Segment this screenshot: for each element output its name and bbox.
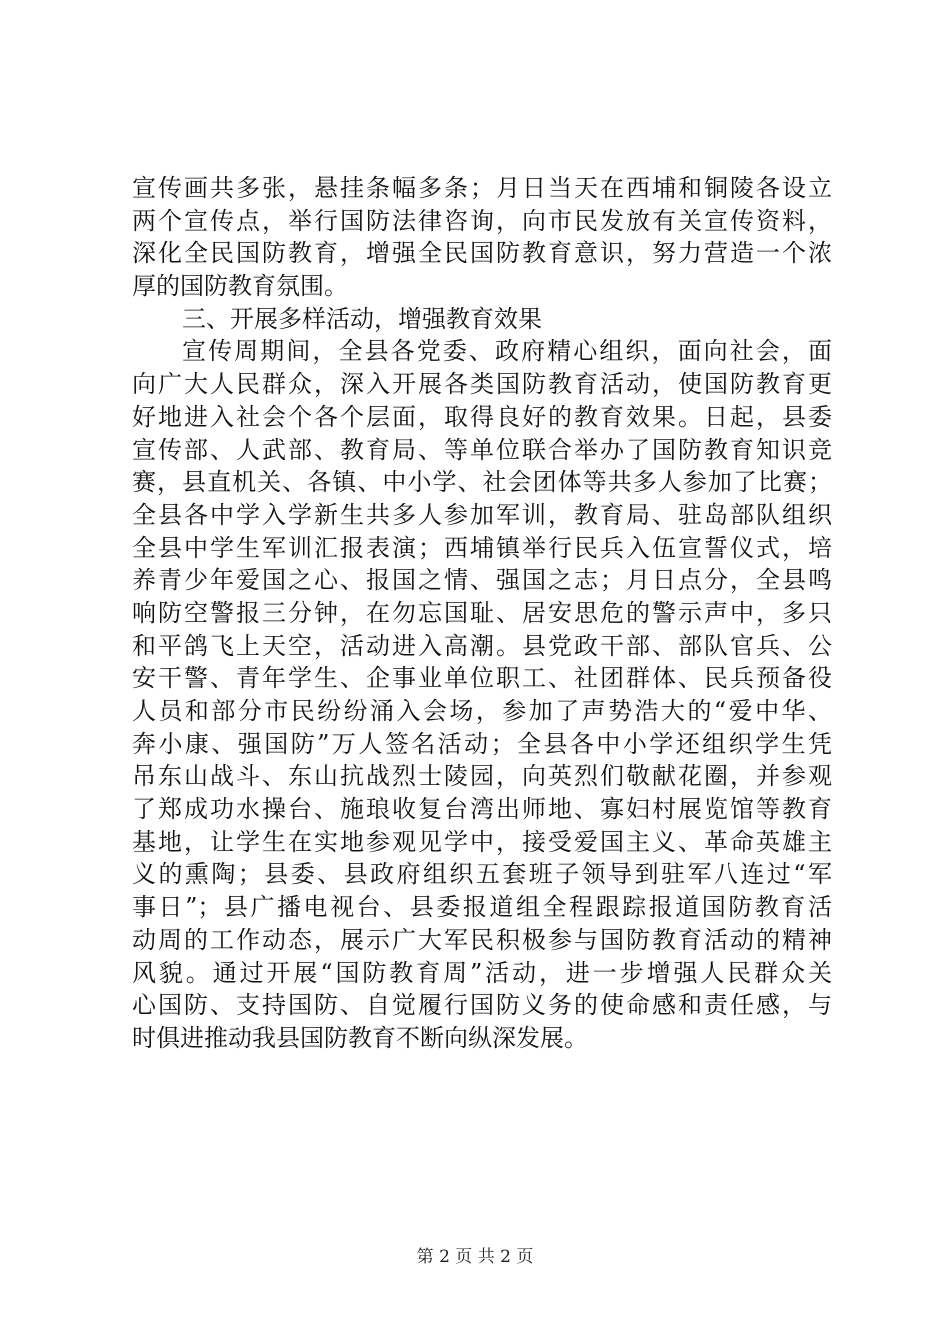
text-line: 向广大人民群众，深入开展各类国防教育活动，使国防教育更 bbox=[132, 370, 832, 399]
text-line: 宣传部、人武部、教育局、等单位联合举办了国防教育知识竞 bbox=[132, 435, 832, 464]
text-line: 义的熏陶；县委、县政府组织五套班子领导到驻军八连过“军 bbox=[132, 860, 832, 889]
text-line: 事日”；县广播电视台、县委报道组全程跟踪报道国防教育活 bbox=[132, 893, 832, 922]
text-line: 养青少年爱国之心、报国之情、强国之志；月日点分，全县鸣 bbox=[132, 566, 832, 595]
text-line: 风貌。通过开展“国防教育周”活动，进一步增强人民群众关 bbox=[132, 958, 832, 987]
text-line: 安干警、青年学生、企事业单位职工、社团群体、民兵预备役 bbox=[132, 664, 832, 693]
text-line: 心国防、支持国防、自觉履行国防义务的使命感和责任感，与 bbox=[132, 991, 832, 1020]
text-line: 动周的工作动态，展示广大军民积极参与国防教育活动的精神 bbox=[132, 925, 832, 954]
text-line: 全县中学生军训汇报表演；西埔镇举行民兵入伍宣誓仪式，培 bbox=[132, 533, 832, 562]
text-line: 基地，让学生在实地参观见学中，接受爱国主义、革命英雄主 bbox=[132, 827, 832, 856]
text-line: 响防空警报三分钟，在勿忘国耻、居安思危的警示声中，多只 bbox=[132, 598, 832, 627]
page-number-footer: 第 2 页 共 2 页 bbox=[416, 1247, 534, 1267]
text-line: 吊东山战斗、东山抗战烈士陵园，向英烈们敬献花圈，并参观 bbox=[132, 762, 832, 791]
text-line: 和平鸽飞上天空，活动进入高潮。县党政干部、部队官兵、公 bbox=[132, 631, 832, 660]
text-line: 厚的国防教育氛围。 bbox=[132, 272, 348, 301]
text-line: 赛，县直机关、各镇、中小学、社会团体等共多人参加了比赛； bbox=[132, 468, 832, 497]
text-line: 全县各中学入学新生共多人参加军训，教育局、驻岛部队组织 bbox=[132, 500, 832, 529]
document-body bbox=[132, 172, 832, 1055]
section-heading: 三、开展多样活动，增强教育效果 bbox=[182, 304, 542, 333]
text-line: 了郑成功水操台、施琅收复台湾出师地、寡妇村展览馆等教育 bbox=[132, 795, 832, 824]
text-line: 深化全民国防教育，增强全民国防教育意识，努力营造一个浓 bbox=[132, 239, 832, 268]
text-line: 人员和部分市民纷纷涌入会场，参加了声势浩大的“爱中华、 bbox=[132, 697, 832, 725]
text-line: 两个宣传点，举行国防法律咨询，向市民发放有关宣传资料， bbox=[132, 206, 832, 235]
text-line: 好地进入社会个各个层面，取得良好的教育效果。日起，县委 bbox=[132, 402, 832, 431]
text-line: 宣传周期间，全县各党委、政府精心组织，面向社会，面 bbox=[182, 337, 832, 366]
text-line: 时俱进推动我县国防教育不断向纵深发展。 bbox=[132, 1023, 588, 1052]
text-line: 奔小康、强国防”万人签名活动；全县各中小学还组织学生凭 bbox=[132, 729, 832, 758]
text-line: 宣传画共多张，悬挂条幅多条；月日当天在西埔和铜陵各设立 bbox=[132, 174, 832, 202]
